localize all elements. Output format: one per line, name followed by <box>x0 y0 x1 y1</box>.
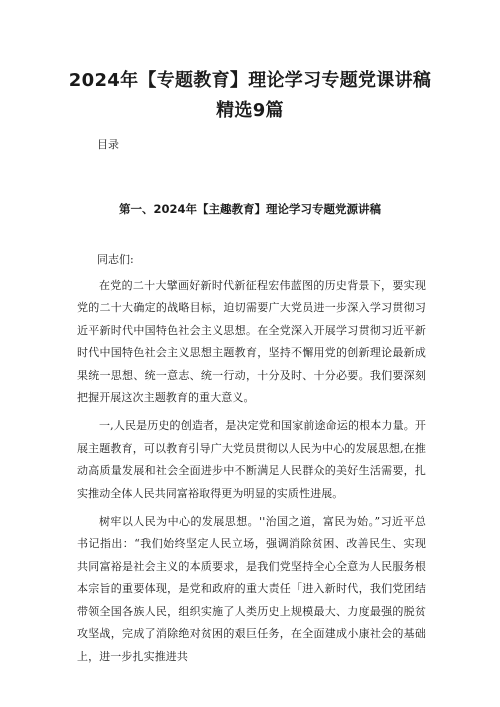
section-heading: 第一、2024年【主趣教育】理论学习专题党源讲稿 <box>118 202 381 216</box>
document-title-line-1: 2024年【专题教育】理论学习专题党课讲稿 <box>68 70 432 91</box>
paragraph: 在党的二十大擘画好新时代新征程宏伟蓝图的历史背景下，要实现党的二十大确定的战略目标，迫切需要广大党员进一步深入学习贯彻习近平新时代中国特色社会主义思想。在全党深入开展学习贯彻习近平新时代中国特色社会主义思想主题教育，坚持不懈用党的创新理论最新成果统一思想、统一意志、统一行动，十分及时、十分必要。我们要深刻把握开展这次主题教育的重大意义。 <box>77 279 426 405</box>
paragraph: 树牢以人民为中心的发展思想。''治国之道，富民为始。”习近平总书记指出：“我们始终坚定人民立场，强调消除贫困、改善民生、实现共同富裕是社会主义的本质要求，是我们党坚持全心全意为人民服务根本宗旨的重要体现，是党和政府的重大责任「进入新时代，我们党团结带领全国各族人民，组织实施了人类历史上规模最大、力度最强的脱贫攻坚战，完成了消除绝对贫困的艰巨任务，在全面建成小康社会的基础上，进一步扎实推进共 <box>77 515 426 663</box>
body-text <box>77 275 426 668</box>
paragraph: 一,人民是历史的创造者，是决定党和国家前途命运的根本力量。开展主题教育，可以教育引导广大党员贯彻以人民为中心的发展思想,在推动高质量发展和社会全面进步中不断满足人民群众的美好生活需要，扎实推动全体人民共同富裕取得更为明显的实质性进展。 <box>77 419 426 500</box>
salutation: 同志们: <box>97 253 134 266</box>
document-title-line-2: 精选9篇 <box>216 100 284 121</box>
document-title <box>40 66 460 126</box>
table-of-contents-label: 目录 <box>97 138 119 151</box>
